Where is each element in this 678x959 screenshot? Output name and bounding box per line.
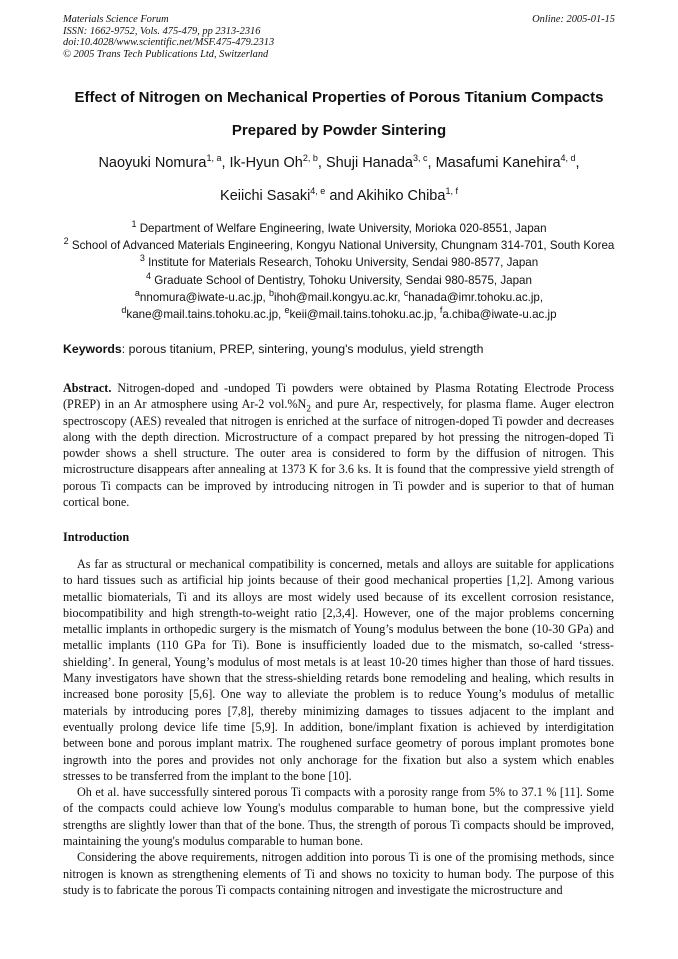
author-affil-mark: 4, e — [310, 186, 326, 197]
author-affil-mark: 1, f — [445, 186, 458, 197]
keywords — [63, 342, 483, 356]
journal-issn: ISSN: 1662-9752, Vols. 475-479, pp 2313-2316 — [63, 25, 261, 37]
email-link[interactable]: hanada@imr.tohoku.ac.jp, — [408, 290, 544, 304]
introduction-heading: Introduction — [63, 530, 130, 544]
author-affil-mark: 3, c — [413, 153, 428, 164]
email-line-1: $^a$nnomura@iwate-u.ac.jp, $^b$ihoh@mail.kongyu.ac.kr, $^c$hanada@imr.tohoku.ac.jp, — [134, 287, 544, 304]
author-affil-mark: 2, b — [302, 153, 318, 164]
author-name: Ik-Hyun Oh — [229, 155, 303, 171]
abstract: Abstract. Nitrogen-doped and -undoped Ti powders were obtained by Plasma Rotating Electrode Process (PREP) in an Ar atmosphere using Ar-2 $vol.\%N_2$ and pure Ar, respectively, for plasma flame. Auger electron spectroscopy (AES) revealed that nitrogen is enriched at the surface of nitrogen-doped Ti powder and decreases along with the depth direction. Microstructure of a compact prepared by hot pressing the nitrogen-doped Ti powder shows a shell structure. The outer area is considered to form by the diffusion of nitrogen. This microstructure disappears after annealing at 1373 K for 3.6 ks. It is found that the compressive yield strength of porous Ti compacts can be improved by introducing nitrogen in Ti powder and is superior to that of human cortical bone. — [63, 381, 614, 510]
journal-doi: doi:10.4028/www.scientific.net/MSF.475-479.2313 — [63, 37, 275, 49]
abstract-label: Abstract. — [63, 381, 112, 395]
keywords-label: Keywords — [63, 342, 122, 356]
paragraph: Considering the above requirements, nitrogen addition into porous Ti is one of the promising methods, since nitrogen is known as strengthening elements of Ti and shows no toxicity to human body. The purpose of this study is to fabricate the porous Ti compacts containing nitrogen and investigate the microstructure and — [63, 850, 614, 897]
author-name: Naoyuki Nomura — [98, 155, 207, 171]
online-date: Online: 2005-01-15 — [532, 14, 615, 25]
email-link[interactable]: ihoh@mail.kongyu.ac.kr, — [274, 290, 404, 304]
author-affil-mark: 1, a — [206, 153, 222, 164]
paper-title-line-1: Effect of Nitrogen on Mechanical Properties of Porous Titanium Compacts — [74, 89, 604, 106]
author-name: Akihiko Chiba — [356, 188, 446, 204]
author-name: Shuji Hanada — [325, 155, 414, 171]
email-link[interactable]: a.chiba@iwate-u.ac.jp — [442, 308, 557, 322]
paragraph: Oh et al. have successfully sintered porous Ti compacts with a porosity range from 5% to 37.1 % [11]. Some of the compacts could achieve low Young's modulus comparable to human bone, but the compressive yield strengths are slightly lower than that of the bone. Thus, the strength of porous Ti compacts should be improved, maintaining the young's modulus comparable to human bone. — [63, 785, 614, 849]
paragraph: As far as structural or mechanical compatibility is concerned, metals and alloys are suitable for applications to hard tissues such as artificial hip joints because of their good mechanical properties [1,2]. Among various metallic biomaterials, Ti and its alloys are most widely used because of its excellent corrosion resistance, biocompatibility and high strength-to-weight ratio [2,3,4]. However, one of the major problems concerning metallic implants in orthopedic surgery is the mismatch of Young’s modulus between the bone (10-30 GPa) and metallic implants (110 GPa for Ti). Bone is insufficiently loaded due to the mismatch, so-called ‘stress-shielding’. In general, Young’s modulus of most metals is at least 10-20 times higher than those of hard tissues. Many investigators have shown that the stress-shielding retards bone remodeling and healing, which results in increased bone porosity [5,6]. One way to alleviate the problem is to reduce Young’s modulus of metallic materials by introducing pores [7,8], thereby minimizing damages to tissues adjacent to the implant and eventually prolong device life time [5,9]. In addition, bone/implant fixation is achieved by interdigitation between bone and porous implant matrix. The roughened surface geometry of porous implant promotes bone ingrowth into the pores and provides not only anchorage for the fixation but also a system which enables stresses to be transferred from the implant to the bone [10]. — [63, 557, 614, 783]
affiliation: $^1$ Department of Welfare Engineering, Iwate University, Morioka 020-8551, Japan — [131, 219, 547, 235]
journal-name: Materials Science Forum — [63, 14, 169, 25]
author-name: Keiichi Sasaki — [220, 188, 311, 204]
journal-copyright: © 2005 Trans Tech Publications Ltd, Switzerland — [63, 48, 269, 60]
email-link[interactable]: keii@mail.tains.tohoku.ac.jp, — [289, 308, 440, 322]
affiliation: $^3$ Institute for Materials Research, Tohoku University, Sendai 980-8577, Japan — [139, 253, 539, 270]
author-name: Masafumi Kanehira — [435, 155, 561, 171]
affiliation: $^2$ School of Advanced Materials Engineering, Kongyu National University, Chungnam 314-701, South Korea — [63, 236, 615, 253]
affiliation: $^4$ Graduate School of Dentistry, Tohoku University, Sendai 980-8575, Japan — [146, 270, 532, 287]
keywords-text: : porous titanium, PREP, sintering, young's modulus, yield strength — [121, 342, 484, 356]
affiliations — [20, 220, 658, 323]
email-link[interactable]: nnomura@iwate-u.ac.jp, — [139, 290, 269, 304]
author-line-2: Keiichi Sasaki$^{4, e}$ and Akihiko Chiba$^{1, f}$ — [220, 186, 458, 204]
paper-title-line-2: Prepared by Powder Sintering — [231, 122, 447, 139]
introduction-body — [63, 556, 614, 898]
author-line-1: Naoyuki Nomura$^{1, a}$, Ik-Hyun Oh$^{2, b}$, Shuji Hanada$^{3, c}$, Masafumi Kanehira$^{4, d}$, — [98, 153, 580, 171]
email-link[interactable]: kane@mail.tains.tohoku.ac.jp, — [126, 308, 285, 322]
email-line-2: $^d$kane@mail.tains.tohoku.ac.jp, $^e$keii@mail.tains.tohoku.ac.jp, $^f$a.chiba@iwate-u.ac.jp — [121, 305, 557, 322]
journal-header — [63, 14, 274, 60]
author-affil-mark: 4, d — [560, 153, 576, 164]
